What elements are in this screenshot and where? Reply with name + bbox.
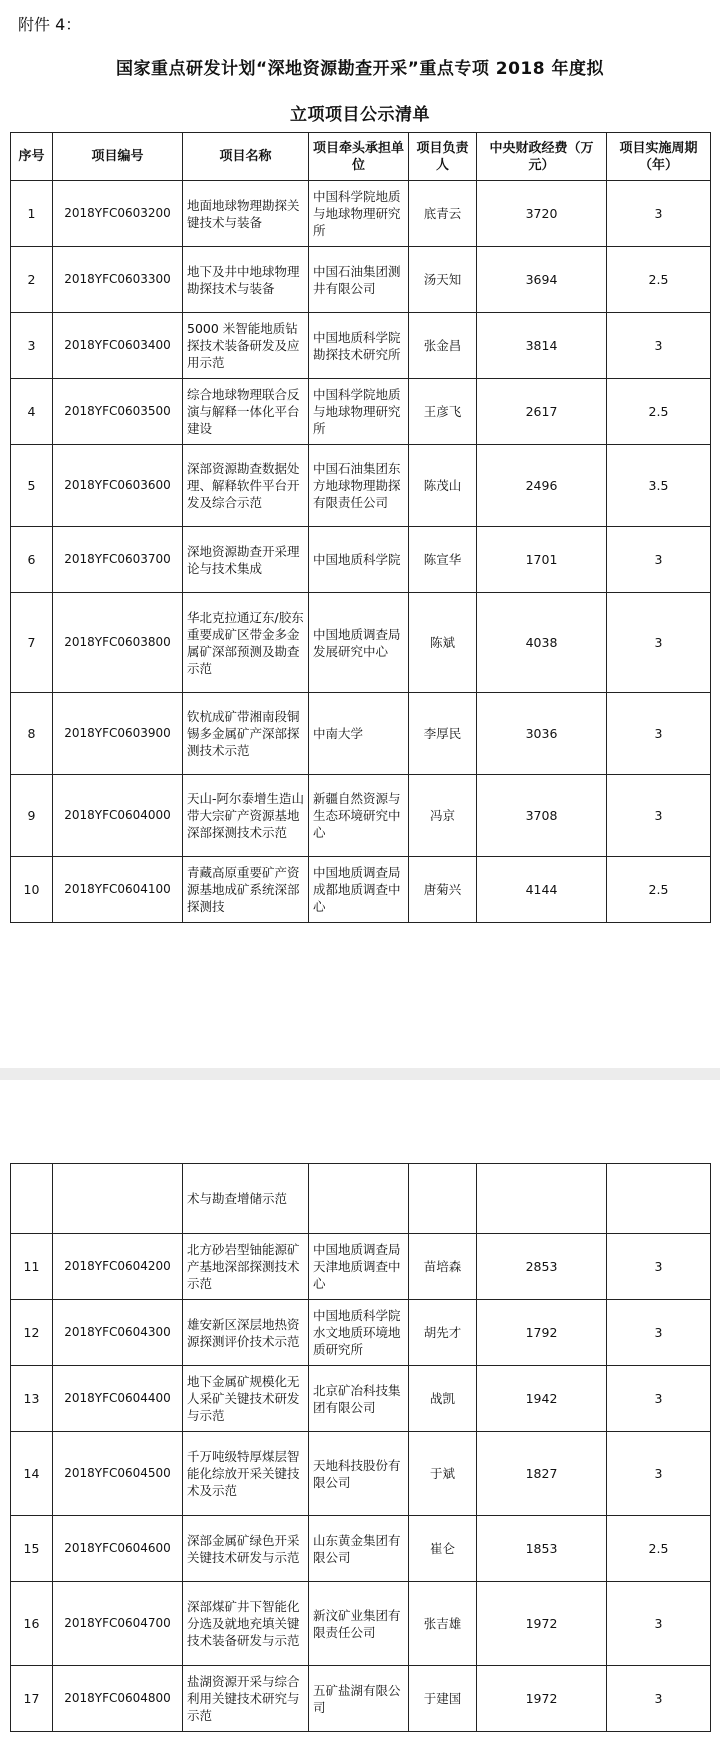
cell-name: 深地资源勘查开采理论与技术集成 — [183, 527, 309, 593]
table-row — [11, 1432, 711, 1516]
table-row — [11, 313, 711, 379]
cell-unit: 中南大学 — [309, 693, 409, 775]
cell-period: 3 — [607, 313, 711, 379]
header-period: 项目实施周期（年） — [607, 133, 711, 181]
cell-code: 2018YFC0604400 — [53, 1366, 183, 1432]
header-name: 项目名称 — [183, 133, 309, 181]
cell-period — [607, 1164, 711, 1234]
cell-funding: 1701 — [477, 527, 607, 593]
table-row — [11, 1300, 711, 1366]
cell-code: 2018YFC0603900 — [53, 693, 183, 775]
cell-funding: 1972 — [477, 1582, 607, 1666]
cell-no: 3 — [11, 313, 53, 379]
cell-leader: 苗培森 — [409, 1234, 477, 1300]
cell-code: 2018YFC0603600 — [53, 445, 183, 527]
table-row — [11, 693, 711, 775]
cell-name: 青藏高原重要矿产资源基地成矿系统深部探测技 — [183, 857, 309, 923]
cell-code: 2018YFC0604700 — [53, 1582, 183, 1666]
cell-code: 2018YFC0603800 — [53, 593, 183, 693]
cell-no: 14 — [11, 1432, 53, 1516]
cell-name: 深部煤矿井下智能化分选及就地充填关键技术装备研发与示范 — [183, 1582, 309, 1666]
cell-funding: 1942 — [477, 1366, 607, 1432]
cell-no: 2 — [11, 247, 53, 313]
cell-funding: 3694 — [477, 247, 607, 313]
table-row-continued — [11, 1164, 711, 1234]
cell-unit: 北京矿冶科技集团有限公司 — [309, 1366, 409, 1432]
project-table-part1 — [10, 132, 711, 923]
cell-unit: 中国地质调查局成都地质调查中心 — [309, 857, 409, 923]
cell-code: 2018YFC0603200 — [53, 181, 183, 247]
cell-unit: 中国地质调查局天津地质调查中心 — [309, 1234, 409, 1300]
page-separator — [0, 1068, 720, 1080]
cell-no: 7 — [11, 593, 53, 693]
cell-funding: 1853 — [477, 1516, 607, 1582]
attachment-label: 附件 4： — [18, 15, 82, 34]
cell-period: 3 — [607, 693, 711, 775]
header-unit: 项目牵头承担单位 — [309, 133, 409, 181]
cell-no: 9 — [11, 775, 53, 857]
cell-period: 3.5 — [607, 445, 711, 527]
cell-code: 2018YFC0604500 — [53, 1432, 183, 1516]
header-funding: 中央财政经费（万元） — [477, 133, 607, 181]
cell-funding: 3708 — [477, 775, 607, 857]
cell-leader: 唐菊兴 — [409, 857, 477, 923]
cell-code: 2018YFC0604100 — [53, 857, 183, 923]
cell-code: 2018YFC0603400 — [53, 313, 183, 379]
cell-code: 2018YFC0603500 — [53, 379, 183, 445]
table-row — [11, 1516, 711, 1582]
cell-leader: 底青云 — [409, 181, 477, 247]
cell-period: 3 — [607, 775, 711, 857]
header-no: 序号 — [11, 133, 53, 181]
cell-leader: 于建国 — [409, 1666, 477, 1732]
cell-leader: 冯京 — [409, 775, 477, 857]
cell-no: 4 — [11, 379, 53, 445]
cell-no — [11, 1164, 53, 1234]
cell-no: 13 — [11, 1366, 53, 1432]
cell-leader: 崔仑 — [409, 1516, 477, 1582]
table-row — [11, 1366, 711, 1432]
cell-code: 2018YFC0603300 — [53, 247, 183, 313]
cell-leader: 陈宣华 — [409, 527, 477, 593]
cell-period: 3 — [607, 181, 711, 247]
cell-name: 地下金属矿规模化无人采矿关键技术研发与示范 — [183, 1366, 309, 1432]
cell-funding: 2853 — [477, 1234, 607, 1300]
cell-leader: 胡先才 — [409, 1300, 477, 1366]
cell-name: 术与勘查增储示范 — [183, 1164, 309, 1234]
cell-period: 2.5 — [607, 857, 711, 923]
cell-funding: 2496 — [477, 445, 607, 527]
cell-no: 12 — [11, 1300, 53, 1366]
table-row — [11, 775, 711, 857]
cell-period: 3 — [607, 1582, 711, 1666]
cell-period: 2.5 — [607, 247, 711, 313]
cell-code: 2018YFC0604600 — [53, 1516, 183, 1582]
document-title-line1: 国家重点研发计划“深地资源勘查开采”重点专项 2018 年度拟 — [116, 59, 604, 79]
cell-funding: 3036 — [477, 693, 607, 775]
cell-name: 盐湖资源开采与综合利用关键技术研究与示范 — [183, 1666, 309, 1732]
cell-no: 8 — [11, 693, 53, 775]
cell-unit: 新疆自然资源与生态环境研究中心 — [309, 775, 409, 857]
cell-unit: 中国科学院地质与地球物理研究所 — [309, 181, 409, 247]
cell-period: 3 — [607, 593, 711, 693]
cell-leader: 战凯 — [409, 1366, 477, 1432]
cell-leader: 张吉雄 — [409, 1582, 477, 1666]
cell-name: 深部金属矿绿色开采关键技术研发与示范 — [183, 1516, 309, 1582]
cell-name: 5000 米智能地质钻探技术装备研发及应用示范 — [183, 313, 309, 379]
cell-no: 1 — [11, 181, 53, 247]
cell-funding: 3814 — [477, 313, 607, 379]
document-title-line2: 立项项目公示清单 — [290, 105, 430, 125]
cell-period: 3 — [607, 1666, 711, 1732]
cell-unit: 中国地质科学院勘探技术研究所 — [309, 313, 409, 379]
cell-no: 17 — [11, 1666, 53, 1732]
cell-name: 地面地球物理勘探关键技术与装备 — [183, 181, 309, 247]
cell-unit: 中国地质调查局发展研究中心 — [309, 593, 409, 693]
project-table-part2 — [10, 1163, 711, 1732]
cell-funding: 2617 — [477, 379, 607, 445]
table-row — [11, 1234, 711, 1300]
cell-no: 6 — [11, 527, 53, 593]
cell-period: 3 — [607, 1234, 711, 1300]
cell-name: 深部资源勘查数据处理、解释软件平台开发及综合示范 — [183, 445, 309, 527]
cell-leader: 陈斌 — [409, 593, 477, 693]
cell-code: 2018YFC0604000 — [53, 775, 183, 857]
document-page-2 — [0, 1080, 720, 1751]
table-row — [11, 527, 711, 593]
cell-name: 天山-阿尔泰增生造山带大宗矿产资源基地深部探测技术示范 — [183, 775, 309, 857]
cell-no: 15 — [11, 1516, 53, 1582]
cell-period: 2.5 — [607, 379, 711, 445]
cell-unit: 中国地质科学院 — [309, 527, 409, 593]
cell-leader: 李厚民 — [409, 693, 477, 775]
cell-leader — [409, 1164, 477, 1234]
cell-name: 综合地球物理联合反演与解释一体化平台建设 — [183, 379, 309, 445]
cell-period: 3 — [607, 1432, 711, 1516]
cell-unit: 新汶矿业集团有限责任公司 — [309, 1582, 409, 1666]
table-row — [11, 857, 711, 923]
cell-name: 华北克拉通辽东/胶东重要成矿区带金多金属矿深部预测及勘查示范 — [183, 593, 309, 693]
table-row — [11, 379, 711, 445]
cell-funding: 1972 — [477, 1666, 607, 1732]
cell-name: 千万吨级特厚煤层智能化综放开采关键技术及示范 — [183, 1432, 309, 1516]
cell-period: 3 — [607, 1300, 711, 1366]
cell-leader: 王彦飞 — [409, 379, 477, 445]
cell-unit: 中国地质科学院水文地质环境地质研究所 — [309, 1300, 409, 1366]
cell-unit: 中国石油集团东方地球物理勘探有限责任公司 — [309, 445, 409, 527]
cell-period: 3 — [607, 1366, 711, 1432]
cell-leader: 汤天知 — [409, 247, 477, 313]
cell-no: 16 — [11, 1582, 53, 1666]
cell-funding — [477, 1164, 607, 1234]
cell-unit — [309, 1164, 409, 1234]
cell-funding: 4144 — [477, 857, 607, 923]
header-code: 项目编号 — [53, 133, 183, 181]
cell-leader: 陈茂山 — [409, 445, 477, 527]
cell-code: 2018YFC0604800 — [53, 1666, 183, 1732]
cell-name: 北方砂岩型铀能源矿产基地深部探测技术示范 — [183, 1234, 309, 1300]
cell-funding: 1827 — [477, 1432, 607, 1516]
cell-leader: 于斌 — [409, 1432, 477, 1516]
table-row — [11, 181, 711, 247]
cell-no: 11 — [11, 1234, 53, 1300]
cell-no: 10 — [11, 857, 53, 923]
cell-code: 2018YFC0603700 — [53, 527, 183, 593]
cell-leader: 张金昌 — [409, 313, 477, 379]
table-row — [11, 1666, 711, 1732]
cell-name: 地下及井中地球物理勘探技术与装备 — [183, 247, 309, 313]
table-row — [11, 593, 711, 693]
cell-unit: 中国科学院地质与地球物理研究所 — [309, 379, 409, 445]
cell-code: 2018YFC0604300 — [53, 1300, 183, 1366]
header-leader: 项目负责人 — [409, 133, 477, 181]
cell-period: 3 — [607, 527, 711, 593]
table-header-row — [11, 133, 711, 181]
cell-funding: 3720 — [477, 181, 607, 247]
table-row — [11, 445, 711, 527]
table-row — [11, 1582, 711, 1666]
cell-name: 雄安新区深层地热资源探测评价技术示范 — [183, 1300, 309, 1366]
cell-code — [53, 1164, 183, 1234]
cell-funding: 1792 — [477, 1300, 607, 1366]
cell-unit: 五矿盐湖有限公司 — [309, 1666, 409, 1732]
table-row — [11, 247, 711, 313]
cell-funding: 4038 — [477, 593, 607, 693]
cell-no: 5 — [11, 445, 53, 527]
cell-unit: 天地科技股份有限公司 — [309, 1432, 409, 1516]
cell-unit: 山东黄金集团有限公司 — [309, 1516, 409, 1582]
cell-code: 2018YFC0604200 — [53, 1234, 183, 1300]
cell-unit: 中国石油集团测井有限公司 — [309, 247, 409, 313]
cell-name: 钦杭成矿带湘南段铜锡多金属矿产深部探测技术示范 — [183, 693, 309, 775]
cell-period: 2.5 — [607, 1516, 711, 1582]
